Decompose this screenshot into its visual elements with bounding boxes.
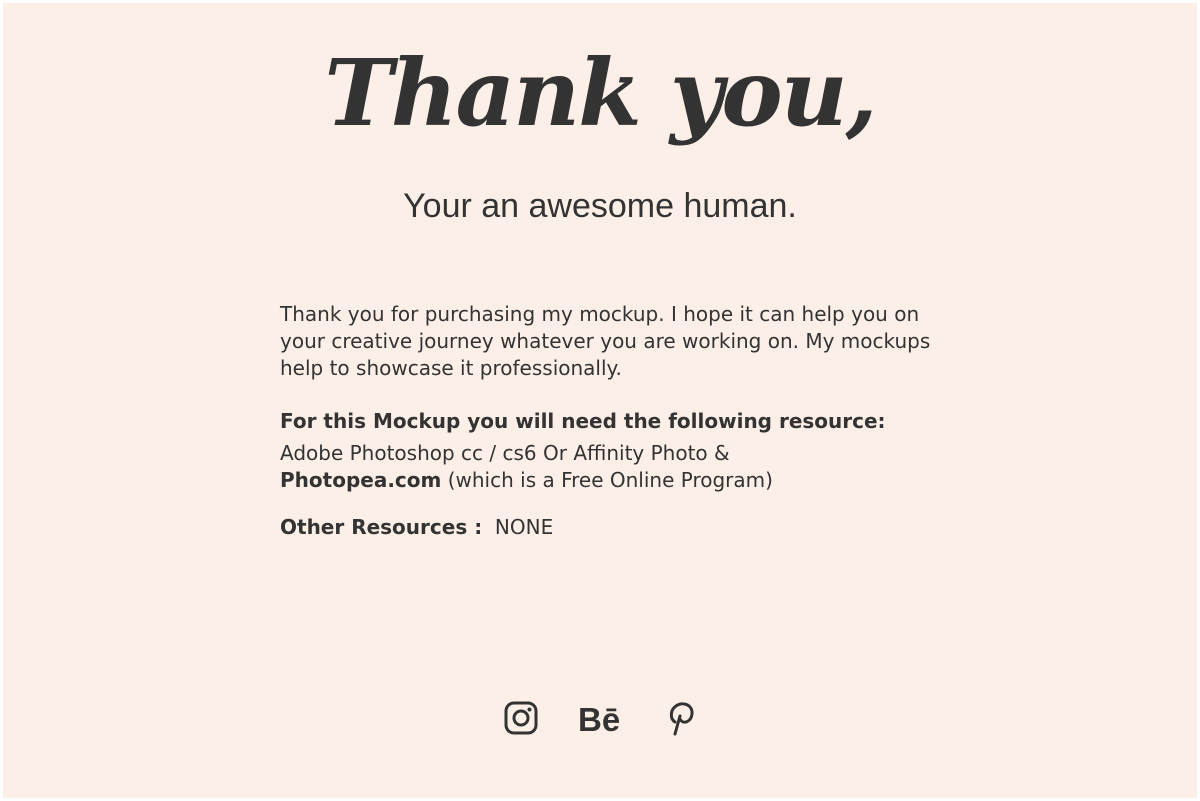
photopea-note: (which is a Free Online Program) bbox=[441, 468, 773, 492]
thank-you-headline: Thank you, bbox=[324, 39, 876, 147]
other-resources-line bbox=[280, 514, 940, 541]
social-links bbox=[3, 700, 1197, 736]
instagram-icon[interactable] bbox=[504, 701, 538, 735]
other-resources-value: NONE bbox=[494, 515, 554, 539]
other-resources-label: Other Resources : bbox=[280, 515, 483, 539]
requirements-line: Adobe Photoshop cc / cs6 Or Affinity Photo & bbox=[280, 441, 730, 465]
photopea-line bbox=[280, 467, 940, 494]
behance-icon[interactable] bbox=[578, 701, 626, 735]
photopea-link[interactable]: Photopea.com bbox=[280, 468, 442, 492]
intro-paragraph: Thank you for purchasing my mockup. I hope it can help you on your creative journey whatever you are working on. My mockups help to showcase it professionally. bbox=[280, 302, 931, 380]
body-text bbox=[280, 301, 940, 541]
pinterest-icon[interactable] bbox=[666, 700, 696, 736]
requirements-heading: For this Mockup you will need the following resource: bbox=[280, 409, 886, 433]
subheading: Your an awesome human. bbox=[403, 187, 797, 225]
behance-glyph: Bē bbox=[578, 701, 621, 735]
thank-you-card bbox=[3, 3, 1197, 798]
